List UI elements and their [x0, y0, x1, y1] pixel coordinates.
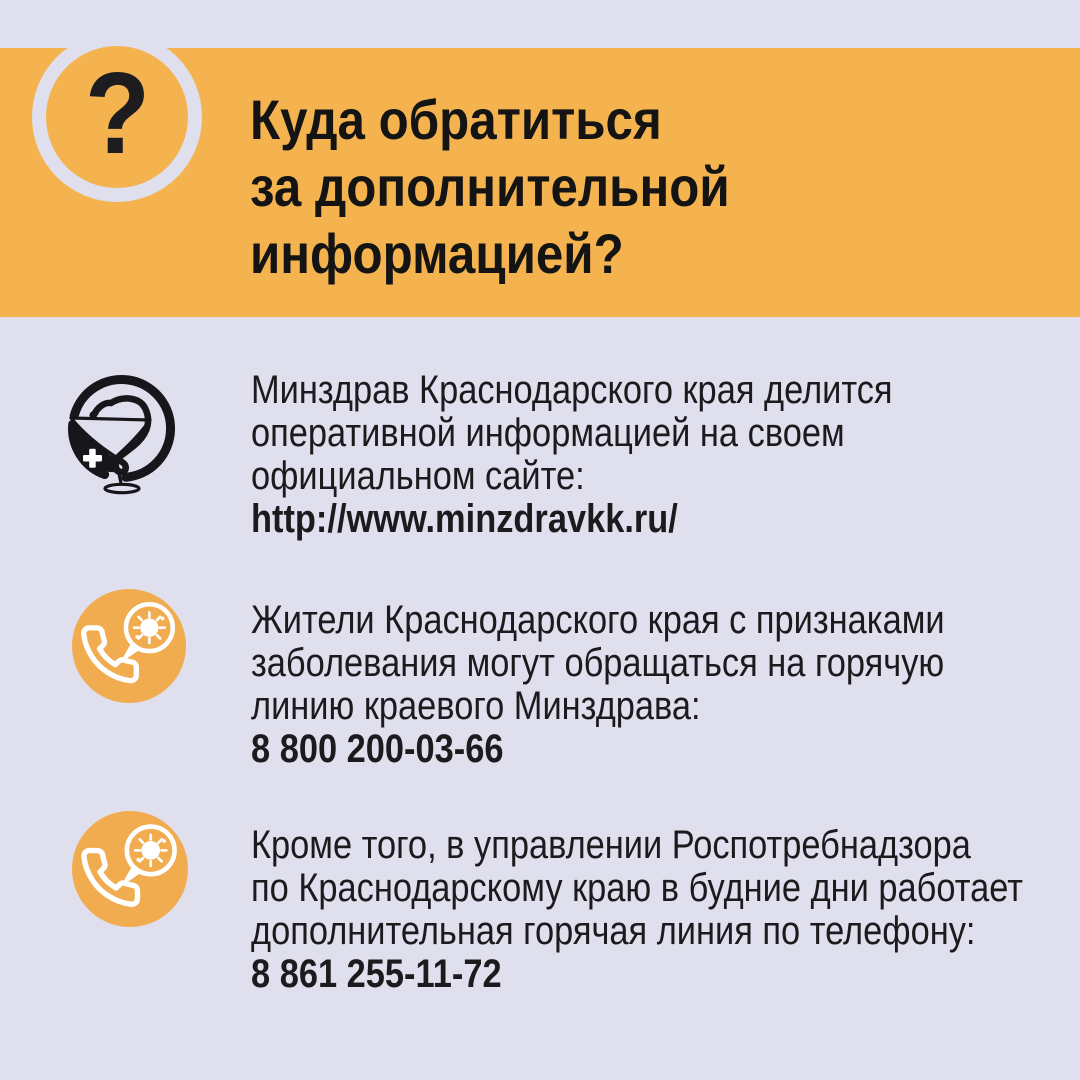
- hotline-number: 8 861 255-11-72: [251, 952, 502, 996]
- text-line: заболевания могут обращаться на горячую: [251, 641, 945, 685]
- page-title: [250, 86, 730, 287]
- virus-glyph: [135, 835, 166, 866]
- title-line-2: за дополнительной: [250, 155, 730, 218]
- text-line: Жители Краснодарского края с признаками: [251, 598, 945, 642]
- text-line: Минздрав Краснодарского края делится: [251, 368, 893, 412]
- text-line: линию краевого Минздрава:: [251, 684, 701, 728]
- title-line-3: информацией?: [250, 222, 624, 285]
- hygieia-bowl-icon: [64, 362, 179, 497]
- question-mark-icon: [46, 46, 188, 188]
- text-line: оперативной информацией на своем: [251, 411, 845, 455]
- question-badge: [32, 32, 202, 202]
- info-section-hotline: [251, 599, 945, 771]
- phone-virus-icon: [72, 589, 186, 703]
- text-line: по Краснодарскому краю в будние дни работает: [251, 866, 1024, 910]
- text-line: дополнительная горячая линия по телефону:: [251, 909, 976, 953]
- website-url: http://www.minzdravkk.ru/: [251, 497, 678, 541]
- text-line: официальном сайте:: [251, 454, 585, 498]
- phone-virus-icon: [72, 811, 188, 927]
- text-line: Кроме того, в управлении Роспотребнадзора: [251, 823, 971, 867]
- question-mark-glyph: ?: [84, 48, 150, 178]
- hotline-number: 8 800 200-03-66: [251, 727, 504, 771]
- virus-glyph: [134, 612, 165, 643]
- info-section-rospotrebnadzor: [251, 824, 1023, 996]
- title-line-1: Куда обратиться: [250, 88, 662, 151]
- info-section-website: [251, 369, 893, 541]
